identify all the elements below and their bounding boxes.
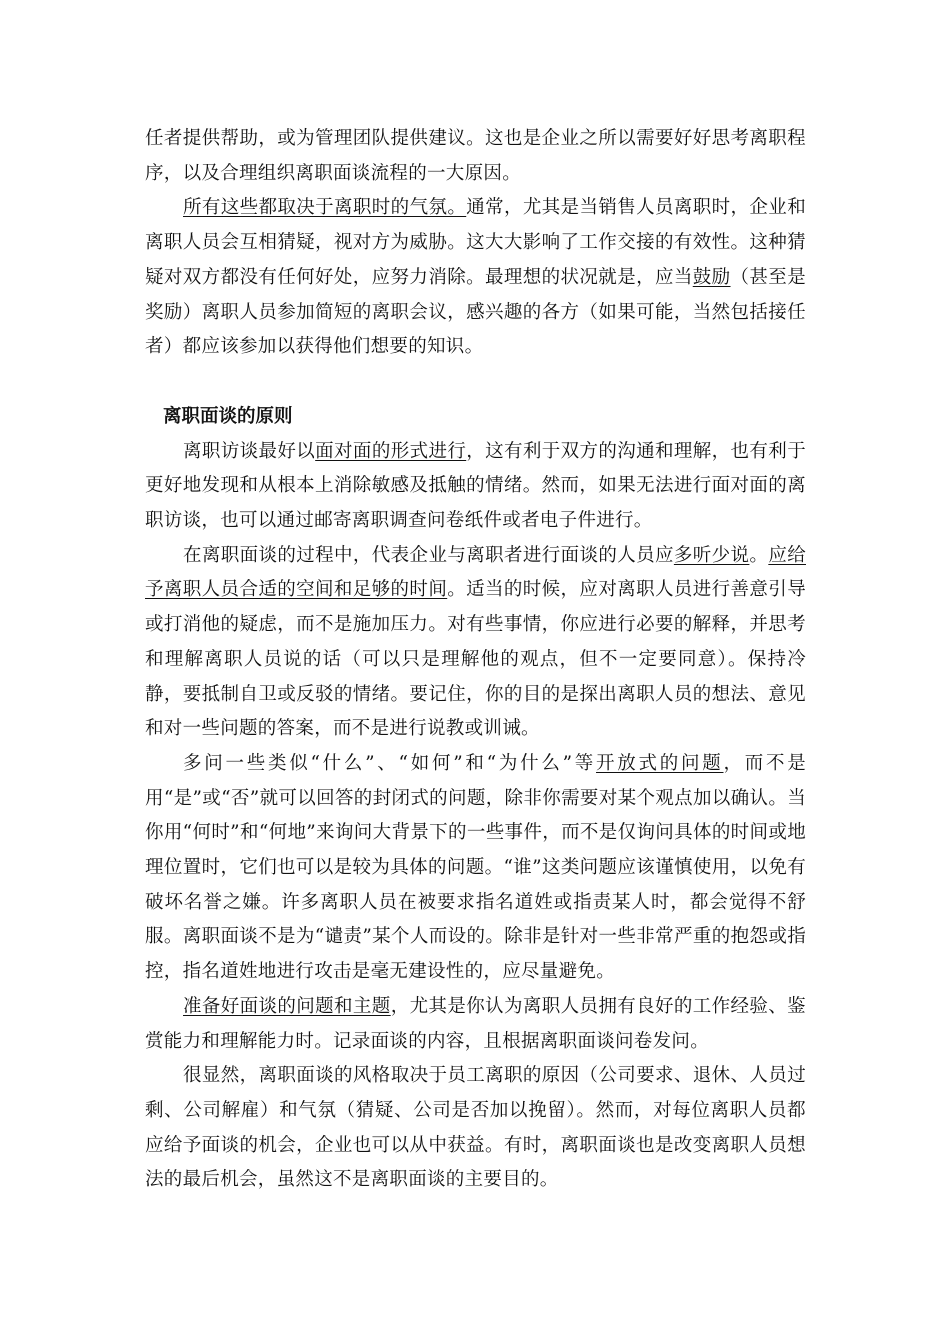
paragraph-text: ，这有利于双方的沟通和理解，也有利于更好地发现和从根本上消除敏感及抵触的情绪。然而，如果无法进行面对面的离职访谈，也可以通过邮寄离职调查问卷纸件或者电子件进行。	[145, 440, 806, 532]
underlined-phrase: 应给予离职人员合适的空间和足够的时间	[145, 544, 806, 601]
paragraph-text: 很显然，离职面谈的风格取决于员工离职的原因（公司要求、退休、人员过剩、公司解雇）和气氛（猜疑、公司是否加以挽留）。然而，对每位离职人员都应给予面谈的机会，企业也可以从中获益。有时，离职面谈也是改变离职人员想法的最后机会，虽然这不是离职面谈的主要目的。	[145, 1065, 806, 1191]
paragraph-text: （甚至是奖励）离职人员参加简短的离职会议，感兴趣的各方（如果可能，当然包括接任者）都应该参加以获得他们想要的知识。	[145, 266, 806, 358]
paragraph-text: 多问一些类似“什么”、“如何”和“为什么”等	[183, 752, 597, 774]
paragraph-text: ，尤其是你认为离职人员拥有良好的工作经验、鉴赏能力和理解能力时。记录面谈的内容，且根据离职面谈问卷发问。	[145, 995, 806, 1052]
spacer	[145, 365, 806, 400]
paragraph-text: ，而不是用“是”或“否”就可以回答的封闭式的问题，除非你需要对某个观点加以确认。当你用“何时”和“何地”来询问大背景下的一些事件，而不是仅询问具体的时间或地理位置时，它们也可以是较为具体的问题。“谁”这类问题应该谨慎使用，以免有破坏名誉之嫌。许多离职人员在被要求指名道姓或指责某人时，都会觉得不舒服。离职面谈不是为“谴责”某个人而设的。除非是针对一些非常严重的抱怨或指控，指名道姓地进行攻击是毫无建设性的，应尽量避免。	[145, 752, 807, 983]
paragraph-text: 在离职面谈的过程中，代表企业与离职者进行面谈的人员应	[183, 544, 674, 566]
underlined-phrase: 准备好面谈的问题和主题	[183, 995, 391, 1017]
paragraph-2	[145, 191, 806, 365]
paragraph-text: 。	[749, 544, 769, 566]
underlined-phrase: 开放式的问题	[596, 752, 724, 774]
document-body	[145, 122, 806, 1198]
paragraph-1	[145, 122, 806, 191]
underlined-phrase: 多听少说	[673, 544, 750, 566]
paragraph-text: 。适当的时候，应对离职人员进行善意引导或打消他的疑虑，而不是施加压力。对有些事情，你应进行必要的解释，并思考和理解离职人员说的话（可以只是理解他的观点，但不一定要同意）。保持冷静，要抵制自卫或反驳的情绪。要记住，你的目的是探出离职人员的想法、意见和对一些问题的答案，而不是进行说教或训诫。	[145, 579, 807, 740]
paragraph-6	[145, 990, 806, 1059]
underlined-phrase: 所有这些都取决于离职时的气氛。	[183, 197, 467, 219]
section-heading: 离职面谈的原则	[163, 405, 293, 427]
paragraph-5	[145, 747, 806, 990]
underlined-phrase: 面对面的形式进行	[315, 440, 467, 462]
paragraph-7	[145, 1059, 806, 1198]
paragraph-text: 任者提供帮助，或为管理团队提供建议。这也是企业之所以需要好好思考离职程序，以及合理组织离职面谈流程的一大原因。	[145, 128, 806, 184]
underlined-phrase: 鼓励	[692, 266, 731, 288]
paragraph-3	[145, 435, 806, 539]
paragraph-text: 通常，尤其是当销售人员离职时，企业和离职人员会互相猜疑，视对方为威胁。这大大影响了工作交接的有效性。这种猜疑对双方都没有任何好处，应努力消除。最理想的状况就是，应当	[145, 197, 806, 288]
paragraph-text: 离职访谈最好以	[183, 440, 316, 462]
paragraph-4	[145, 539, 806, 747]
